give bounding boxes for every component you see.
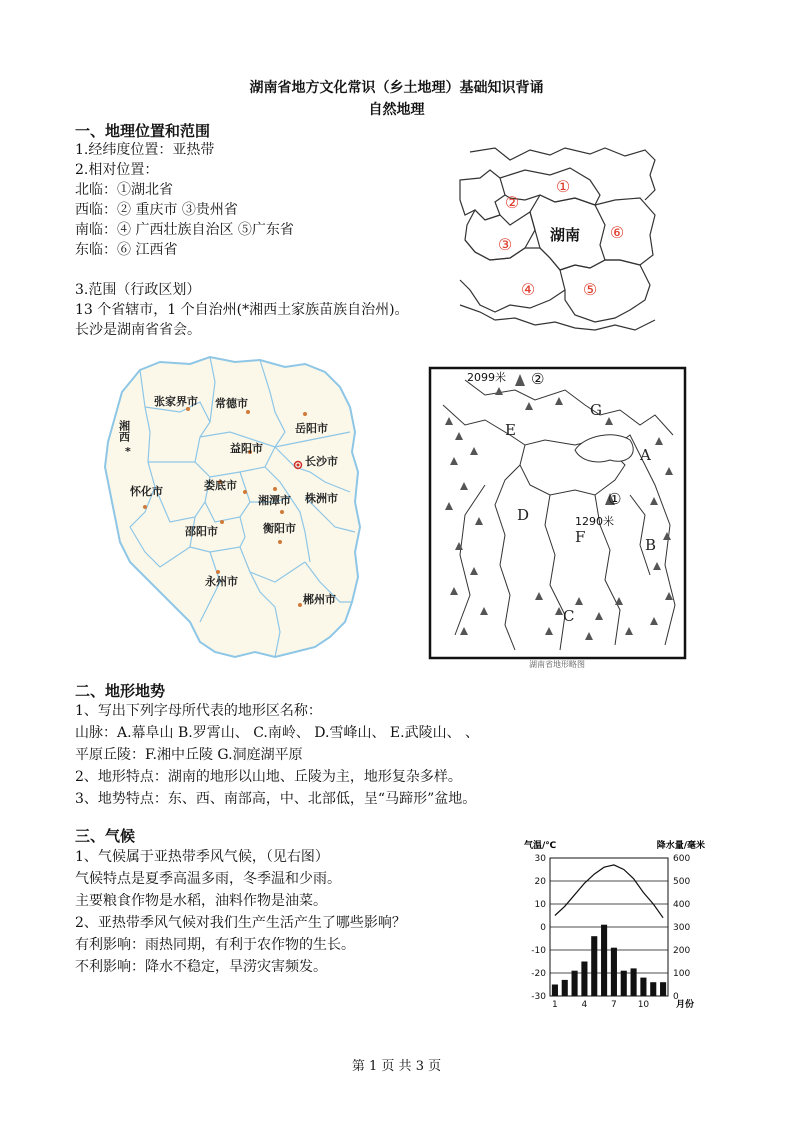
y-left-tick: -20 (531, 969, 546, 979)
y-left-tick: -10 (531, 946, 546, 956)
x-tick: 10 (637, 1000, 650, 1010)
peak-marker: ② (531, 370, 545, 388)
section3-body (75, 846, 406, 978)
y-left-tick: 0 (540, 923, 546, 933)
terrain-caption: 湖南省地形略图 (529, 660, 585, 669)
marker-2: ② (504, 193, 520, 212)
city-label: 湘潭市 (258, 494, 291, 507)
xiangxi-star: * (125, 445, 131, 458)
y-right-tick: 200 (673, 946, 691, 956)
y-right-tick: 500 (673, 877, 691, 887)
precipitation-bar (611, 948, 617, 996)
section2-body (75, 700, 479, 810)
city-label: 娄底市 (204, 479, 237, 492)
section3-heading: 三、气候 (75, 827, 136, 845)
text-line: 西临：② 重庆市 ③贵州省 (75, 202, 238, 218)
precipitation-bar (572, 971, 578, 996)
text-line: 1、写出下列字母所代表的地形区名称： (75, 703, 322, 719)
y-right-tick: 300 (673, 923, 691, 933)
peak-label: 2099米 (467, 371, 506, 384)
text-line: 3.范围（行政区划） (75, 282, 201, 298)
text-line: 平原丘陵：F.湘中丘陵 G.洞庭湖平原 (75, 747, 303, 763)
text-line (75, 260, 409, 280)
text-line: 1、气候属于亚热带季风气候，（见右图） (75, 849, 329, 865)
terrain-letter: G (590, 401, 602, 419)
text-line: 2、地形特点：湖南的地形以山地、丘陵为主，地形复杂多样。 (75, 769, 462, 785)
temperature-line (555, 865, 663, 918)
city-label: 郴州市 (303, 593, 336, 606)
city-label: 益阳市 (230, 442, 263, 455)
text-line: 东临：⑥ 江西省 (75, 242, 178, 258)
text-line: 不利影响：降水不稳定，旱涝灾害频发。 (75, 959, 327, 975)
text-line: 山脉：A.幕阜山 B.罗霄山、 C.南岭、 D.雪峰山、 E.武陵山、 、 (75, 725, 480, 741)
section1-heading: 一、地理位置和范围 (75, 122, 211, 140)
precipitation-bar (552, 985, 558, 997)
terrain-letter: A (640, 446, 651, 464)
terrain-letter: E (505, 421, 516, 439)
peak-marker: ① (608, 490, 622, 508)
text-line: 2、亚热带季风气候对我们生产生活产生了哪些影响？ (75, 915, 406, 931)
terrain-map (425, 365, 690, 670)
text-line: 2.相对位置： (75, 162, 159, 178)
marker-3: ③ (497, 235, 513, 254)
y-left-label: 气温/℃ (524, 841, 557, 851)
precipitation-bar (631, 968, 637, 996)
city-label: 衡阳市 (263, 522, 296, 535)
city-label: 长沙市 (305, 455, 338, 468)
terrain-letter: C (563, 607, 575, 625)
city-label: 株洲市 (305, 492, 338, 505)
text-line: 气候特点是夏季高温多雨，冬季温和少雨。 (75, 871, 341, 887)
terrain-letter: D (517, 506, 530, 524)
city-label: 怀化市 (130, 485, 163, 498)
precipitation-bar (660, 982, 666, 996)
text-line: 北临：①湖北省 (75, 182, 173, 198)
precipitation-bar (562, 980, 568, 996)
city-label: 邵阳市 (185, 525, 218, 538)
page-title: 湖南省地方文化常识（乡土地理）基础知识背诵 (249, 80, 544, 96)
text-line: 主要粮食作物是水稻，油料作物是油菜。 (75, 893, 327, 909)
page-number: 第 1 页 共 3 页 (351, 1059, 442, 1074)
precipitation-bar (591, 936, 597, 996)
y-right-tick: 100 (673, 969, 691, 979)
x-label: 月份 (676, 1000, 695, 1010)
marker-5: ⑤ (582, 280, 598, 299)
marker-6: ⑥ (609, 223, 625, 242)
precipitation-bar (621, 971, 627, 996)
y-left-tick: -30 (531, 992, 546, 1002)
xiangxi-label: 湘西 (117, 420, 131, 442)
marker-4: ④ (520, 280, 536, 299)
city-label: 张家界市 (154, 395, 198, 408)
text-line: 长沙是湖南省省会。 (75, 322, 201, 338)
y-right-tick: 0 (673, 992, 679, 1002)
terrain-letter: B (645, 536, 657, 554)
x-tick: 7 (611, 1000, 617, 1010)
y-right-tick: 400 (673, 900, 691, 910)
y-left-tick: 10 (534, 900, 546, 910)
peak-label: 1290米 (575, 515, 614, 528)
terrain-letter: F (575, 528, 586, 546)
precipitation-bar (640, 978, 646, 996)
x-tick: 4 (581, 1000, 588, 1010)
marker-1: ① (555, 177, 571, 196)
section1-body (75, 140, 409, 340)
section2-heading: 二、地形地势 (75, 682, 166, 700)
y-right-label: 降水量/毫米 (656, 841, 705, 851)
precipitation-bar (601, 925, 607, 996)
precipitation-bar (650, 982, 656, 996)
precipitation-bar (581, 962, 587, 997)
admin-map (100, 352, 370, 672)
x-tick: 1 (552, 1000, 558, 1010)
page-subtitle: 自然地理 (368, 102, 425, 118)
city-label: 岳阳市 (295, 422, 328, 435)
climate-chart (520, 835, 710, 1010)
text-line: 1.经纬度位置：亚热带 (75, 142, 215, 158)
city-label: 永州市 (205, 575, 238, 588)
text-line: 13 个省辖市，1 个自治州(*湘西土家族苗族自治州)。 (75, 302, 409, 318)
y-left-tick: 20 (534, 877, 546, 887)
hunan-label: 湖南 (549, 226, 581, 244)
city-label: 常德市 (215, 397, 248, 410)
text-line: 南临：④ 广西壮族自治区 ⑤广东省 (75, 222, 294, 238)
y-right-tick: 600 (673, 854, 691, 864)
text-line: 有利影响：雨热同期，有利于农作物的生长。 (75, 937, 355, 953)
locator-map (455, 140, 660, 345)
y-left-tick: 30 (534, 854, 546, 864)
text-line: 3、地势特点：东、西、南部高，中、北部低，呈“马蹄形”盆地。 (75, 791, 477, 807)
